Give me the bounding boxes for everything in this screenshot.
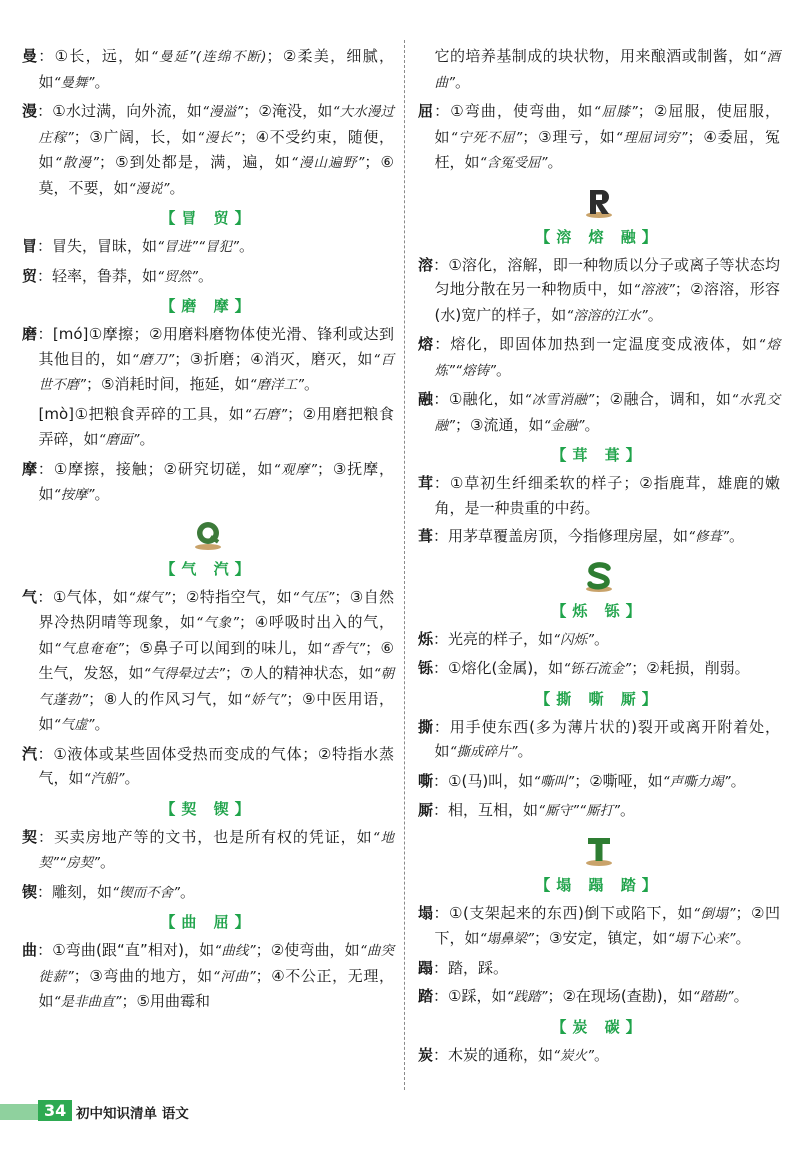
headword: 贸 [22,266,38,285]
left-column [22,44,394,1019]
entry-ta2: 蹋：踏，踩。 [418,958,509,977]
definition: ；⑦人的精神状态，如 [225,664,374,682]
definition: ①(马)叫，如 [448,771,534,790]
headword: 茸 [418,474,434,492]
definition: ；⑤鼻子可以闻到的味儿，如 [124,638,323,657]
entry-qi3: 葺：用茅草覆盖房顶，今指修理房屋，如“修葺”。 [418,527,745,545]
entry-qu2: 屈：①弯曲，使弯曲，如“屈膝”；②屈服，使屈服，如“宁死不屈”；③理亏，如“理屈词穷”；④委屈，冤枉，如“含冤受屈”。 [418,102,780,171]
headword: 汽 [22,744,38,763]
example: “漫长” [197,129,240,146]
definition: ；②淹没，如 [243,102,333,120]
headword: 气 [22,587,38,606]
definition: ；②屈服，使屈服，如 [434,102,780,146]
definition: ；③折磨；④消灭，磨灭，如 [174,349,373,368]
definition: 用手使东西(多为薄片状的)裂开或离开附着处，如 [434,717,780,760]
example: “按摩” [53,487,95,503]
definition: ①摩擦，接触；②研究切磋，如 [53,459,274,478]
definition: 踏，踩。 [448,958,509,977]
definition: ；②在现场(查勘)，如 [547,987,693,1005]
example: “溶溶的江水” [566,307,648,324]
example: “厮守”“厮打” [538,803,621,819]
headword: 曲 [22,941,38,959]
example: “气压” [292,589,335,606]
definition: 。 [594,1045,610,1064]
group-heading [418,600,780,621]
example: “修葺” [688,529,730,545]
example: “塌鼻梁” [479,931,535,947]
example: “酒曲” [434,49,780,91]
group-label: 【冒 贸】 [160,209,256,227]
entry-tan: 炭：木炭的通称，如“炭火”。 [418,1045,610,1064]
example: “屈膝” [593,104,638,120]
definition: 。 [733,987,749,1005]
example: “冒进”“冒犯” [157,239,240,255]
entry-mo: 磨：[mó]①摩擦；②用磨料磨物体使光滑、锋利或达到其他目的，如“磨刀”；③折磨；④消灭，磨灭，如“百世不磨”；⑤消耗时间，拖延，如“磨洋工”。 [22,325,394,393]
definition: ；⑤用曲霉和 [121,992,210,1010]
group-heading [418,226,780,247]
definition: 。 [455,72,471,91]
headword: 烁 [418,629,434,648]
definition: ；④不公正，无理，如 [38,966,394,1010]
example: “漫溢” [201,104,244,120]
definition: ；④委屈，冤枉，如 [434,127,780,171]
section-letter-s [418,560,780,594]
definition: ①弯曲，使弯曲，如 [450,102,594,120]
headword: 摩 [22,459,38,478]
example: “大水漫过庄稼” [38,104,394,146]
headword: 漫 [22,102,38,120]
definition: ；②使弯曲，如 [255,941,360,959]
example: “汽船” [83,771,125,787]
entry-man: 曼：①长，远，如“曼延”(连绵不断)；②柔美，细腻，如“曼舞”。 [22,47,394,91]
definition: ①熔化(金属)，如 [448,659,564,677]
example: “磨刀” [131,351,175,368]
group-label: 【塌 蹋 踏】 [535,875,663,894]
group-heading [418,1016,780,1037]
definition: ；③理亏，如 [522,127,616,146]
definition: 轻率，鲁莽，如 [52,266,158,285]
headword: 葺 [418,527,434,545]
definition: 。 [495,360,511,379]
definition: ①草初生纤细柔软的样子；②指鹿茸，雄鹿的嫩角，是一种贵重的中药。 [434,474,780,517]
definition: ①弯曲(跟“直”相对)，如 [52,941,215,959]
headword: 炭 [418,1045,434,1064]
definition: ①(支架起来的东西)倒下或陷下，如 [449,903,693,922]
definition: ；②用磨把粮食弄碎，如 [38,404,394,448]
example: “铄石流金” [563,661,632,677]
example: “塌下心来” [667,931,736,947]
example: “磨洋工” [249,377,304,393]
entry-rong3: 融：①融化，如“冰雪消融”；②融合，调和，如“水乳交融”；③流通，如“金融”。 [418,390,780,434]
definition: 。 [584,415,600,434]
headword: 锲 [22,882,38,901]
group-heading [22,911,394,932]
definition: 。 [517,742,533,760]
example: “是非曲直” [53,994,122,1010]
definition: 。 [198,266,214,285]
definition: 。 [547,153,563,171]
definition: 买卖房地产等的文书，也是所有权的凭证，如 [53,827,373,846]
example: “曼延”(连绵不断) [150,49,267,65]
letter-r-icon [582,186,616,220]
definition: 它的培养基制成的块状物，用来酿酒或制酱，如 [434,47,760,65]
definition: ；⑤消耗时间，拖延，如 [86,375,250,393]
letter-s-icon [582,560,616,594]
example: “香气” [322,640,366,657]
headword: 屈 [418,102,435,120]
definition: 雕刻，如 [52,882,113,901]
page-number: 34 [38,1100,72,1121]
example: “曼舞” [53,74,95,91]
definition: 木炭的通称，如 [448,1045,554,1064]
definition: 。 [99,853,115,871]
section-letter-r [418,186,780,220]
example: “散漫” [54,155,99,171]
definition: 。 [180,882,196,901]
example: “含冤受屈” [479,155,548,171]
definition: 。 [169,178,185,197]
entry-qu-continued [418,44,780,95]
definition: ；②溶溶，形容(水)宽广的样子，如 [434,280,780,324]
example: “冰雪消融” [524,392,595,408]
headword: 熔 [418,335,435,353]
definition: ；⑥莫，不要，如 [38,153,394,197]
definition: ①气体，如 [52,587,129,606]
definition: ；④呼吸时出入的气，如 [38,613,394,657]
headword: 铄 [418,659,434,677]
definition: 。 [647,305,663,324]
example: “熔炼”“熔铸” [434,337,780,379]
example: “磨面” [98,432,140,448]
group-label: 【撕 嘶 厮】 [535,689,663,708]
group-heading [22,207,394,228]
right-column [418,44,780,1072]
entry-qi: 气：①气体，如“煤气”；②特指空气，如“气压”；③自然界冷热阴晴等现象，如“气象”；④呼吸时出入的气，如“气息奄奄”；⑤鼻子可以闻到的味儿，如“香气”；⑥生气，发怒，如“气得晕过去”；⑦人的精神状态，如“朝气蓬勃”；⑧人的作风习气，如“娇气”；⑨中医用语，如“气虚”。 [22,587,394,733]
entry-man2: 漫：①水过满，向外流，如“漫溢”；②淹没，如“大水漫过庄稼”；③广阔，长，如“漫长”；④不受约束，随便，如“散漫”；⑤到处都是，满，遍，如“漫山遍野”；⑥莫，不要，如“漫说”。 [22,102,394,197]
example: “倒塌” [692,905,736,922]
page-footer [0,1098,260,1124]
definition: ；③弯曲的地方，如 [73,966,213,985]
definition: 。 [730,771,746,790]
example: “锲而不舍” [112,884,181,901]
definition: ；③流通，如 [455,415,544,434]
definition: 熔化，即固体加热到一定温度变成液体，如 [450,335,759,353]
definition: ；⑤到处都是，满，遍，如 [98,153,291,171]
example: “百世不磨” [38,351,394,393]
definition: ；②耗损，削弱。 [631,659,750,677]
definition: 用茅草覆盖房顶，今指修理房屋，如 [448,527,689,545]
group-label: 【契 锲】 [160,799,256,818]
group-label: 【曲 屈】 [160,913,256,931]
headword: 嘶 [418,771,434,790]
book-title: 初中知识清单 语文 [76,1106,189,1122]
definition: 。 [94,715,110,733]
definition: 。 [303,375,319,393]
definition: 。 [139,430,155,448]
example: “闪烁” [553,631,595,648]
definition: 。 [94,485,110,503]
definition: 。 [735,929,751,947]
definition: ；⑧人的作风习气，如 [88,689,244,708]
entry-si3: 厮：相，互相，如“厮守”“厮打”。 [418,801,636,819]
example: “气息奄奄” [53,640,124,657]
entry-mo2: 摩：①摩擦，接触；②研究切磋，如“观摩”；③抚摩，如“按摩”。 [22,459,394,503]
entry-rong2: 熔：熔化，即固体加热到一定温度变成液体，如“熔炼”“熔铸”。 [418,335,780,379]
entry-qu: 曲：①弯曲(跟“直”相对)，如“曲线”；②使弯曲，如“曲突徙薪”；③弯曲的地方，如“河曲”；④不公正，无理，如“是非曲直”；⑤用曲霉和 [22,941,394,1010]
headword: 磨 [22,325,38,343]
example: “金融” [543,417,585,434]
group-heading [418,688,780,709]
definition: ；⑥生气，发怒，如 [38,638,394,682]
example: “地契”“房契” [38,829,394,871]
entry-si: 撕：用手使东西(多为薄片状的)裂开或离开附着处，如“撕成碎片”。 [418,717,780,760]
example: “漫山遍野” [290,155,365,171]
definition: ①水过满，向外流，如 [52,102,202,120]
group-heading [22,295,394,316]
example: “炭火” [553,1047,595,1064]
example: “践踏” [506,989,548,1005]
headword: 曼 [22,47,39,65]
definition: 光亮的样子，如 [448,629,554,648]
example: “煤气” [128,589,171,606]
definition: [mó]①摩擦；②用磨料磨物体使光滑、锋利或达到其他目的，如 [38,325,394,368]
definition: 相，互相，如 [448,801,539,819]
column-divider [404,40,405,1090]
group-heading [418,444,780,465]
headword: 契 [22,827,38,846]
entry-mao2: 贸：轻率，鲁莽，如“贸然”。 [22,266,214,285]
entry-shuo: 烁：光亮的样子，如“闪烁”。 [418,629,610,648]
headword: 蹋 [418,958,434,977]
entry-mao: 冒：冒失，冒昧，如“冒进”“冒犯”。 [22,237,255,255]
definition: ；④不受约束，随便，如 [38,127,394,171]
definition: 。 [94,72,110,91]
entry-ta3: 踏：①踩，如“践踏”；②在现场(查勘)，如“踏勘”。 [418,987,749,1005]
example: “嘶叫” [533,773,575,790]
definition: ；③抚摩，如 [38,459,394,503]
headword: 融 [418,390,434,408]
footer-bar [0,1104,40,1120]
headword: 厮 [418,801,434,819]
definition: ；③安定，镇定，如 [534,929,668,947]
definition: ①融化，如 [448,390,525,408]
example: “贸然” [157,268,199,285]
definition: ①溶化，溶解，即一种物质以分子或离子等状态均匀地分散在另一种物质中，如 [434,255,780,298]
entry-qie2: 锲：雕刻，如“锲而不舍”。 [22,882,196,901]
entry-ta: 塌：①(支架起来的东西)倒下或陷下，如“倒塌”；②凹下，如“塌鼻梁”；③安定，镇定，如“塌下心来”。 [418,903,780,947]
definition: 。 [620,801,636,819]
letter-q-icon [191,518,225,552]
definition: ；⑨中医用语，如 [38,689,394,733]
group-label: 【磨 摩】 [160,297,256,315]
definition: ；③自然界冷热阴晴等现象，如 [38,587,394,631]
definition: [mò]①把粮食弄碎的工具，如 [38,404,245,423]
section-letter-t [418,834,780,868]
example: “曲突徙薪” [38,943,394,985]
definition: 冒失，冒昧，如 [52,237,158,255]
group-label: 【烁 铄】 [551,601,647,620]
example: “踏勘” [692,989,734,1005]
entry-qie: 契：买卖房地产等的文书，也是所有权的凭证，如“地契”“房契”。 [22,827,394,871]
example: “观摩” [273,461,317,478]
group-label: 【炭 碳】 [551,1017,647,1036]
example: “漫说” [128,180,170,197]
entry-rong4: 茸：①草初生纤细柔软的样子；②指鹿茸，雄鹿的嫩角，是一种贵重的中药。 [418,474,780,517]
definition: ；②凹下，如 [434,903,780,947]
example: “石磨” [244,406,288,423]
definition: ；②柔美，细腻，如 [38,47,394,91]
group-heading [22,558,394,579]
example: “撕成碎片” [449,744,518,760]
definition: ①液体或某些固体受热而变成的气体；②特指水蒸气，如 [38,744,394,787]
definition: ；③广阔，长，如 [73,127,198,146]
example: “溶液” [633,282,675,298]
example: “气象” [195,615,239,631]
headword: 踏 [418,987,434,1005]
headword: 撕 [418,717,434,736]
letter-t-icon [582,834,616,868]
definition: ①长，远，如 [54,47,151,65]
example: “宁死不屈” [450,129,523,146]
group-label: 【溶 熔 融】 [535,227,663,246]
definition: ；②特指空气，如 [170,587,293,606]
group-label: 【茸 葺】 [551,446,647,464]
example: “理屈词穷” [615,129,688,146]
definition: ①踩，如 [448,987,507,1005]
example: “气虚” [53,717,95,733]
group-heading [418,874,780,895]
example: “水乳交融” [434,392,780,434]
group-heading [22,798,394,819]
headword: 冒 [22,237,38,255]
definition: ；②嘶哑，如 [574,771,663,790]
entry-qi2: 汽：①液体或某些固体受热而变成的气体；②特指水蒸气，如“汽船”。 [22,744,394,787]
definition: 。 [239,237,255,255]
entry-mo-second-reading [22,402,394,453]
definition: ；②融合，调和，如 [594,390,732,408]
example: “声嘶力竭” [662,773,731,790]
headword: 溶 [418,255,434,274]
definition: 。 [594,629,610,648]
entry-shuo2: 铄：①熔化(金属)，如“铄石流金”；②耗损，削弱。 [418,659,750,677]
entry-rong: 溶：①溶化，溶解，即一种物质以分子或离子等状态均匀地分散在另一种物质中，如“溶液”；②溶溶，形容(水)宽广的样子，如“溶溶的江水”。 [418,255,780,324]
group-label: 【气 汽】 [160,559,256,578]
example: “娇气” [243,691,287,708]
example: “朝气蓬勃” [38,666,394,708]
example: “河曲” [212,968,256,985]
section-letter-q [22,518,394,552]
example: “曲线” [214,943,256,959]
definition: 。 [729,527,745,545]
definition: 。 [124,769,140,787]
entry-si2: 嘶：①(马)叫，如“嘶叫”；②嘶哑，如“声嘶力竭”。 [418,771,746,790]
headword: 塌 [418,903,434,922]
example: “气得晕过去” [143,666,226,682]
